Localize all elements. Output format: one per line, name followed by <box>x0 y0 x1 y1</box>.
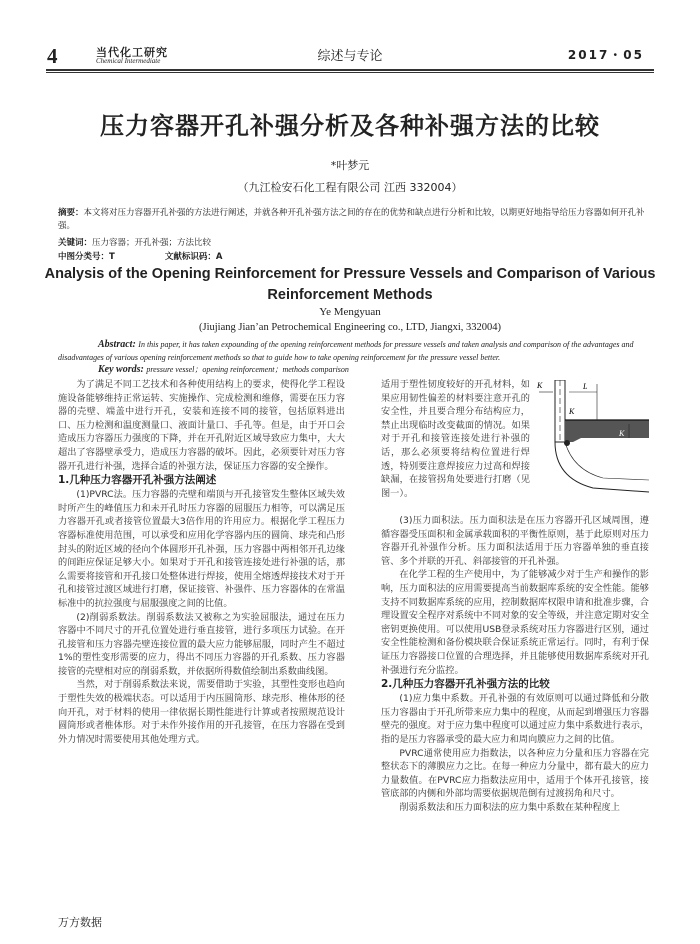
abstract-en: Abstract: In this paper, it has taken expounding of the opening reinforcement methods for pressure vessels and taken analysis and comparison of the advantages and disadvantages of various opening reinforcement methods so that to guide how to take opening reinforcement for the pressure vessel better. <box>58 339 634 362</box>
author-en: Ye Mengyuan <box>319 306 381 318</box>
keywords-en: Key words: pressure vessel；opening reinforcement；methods comparison <box>98 364 349 375</box>
paragraph-weakening-notes: 当然，对于削弱系数法来说，需要借助于实验，其塑性变形也趋向于塑性失效的极端状态。可以适用于内压圆筒形、球壳形、椎体形的径向开孔，对于材料的使用一律依据长期性能进行计算或者按照规范设计圆筒形或者椎体形。对于未作外接作用的开孔接管，在压力容器在受到外力情况时需要使用其他处理方式。 <box>58 679 345 745</box>
paragraph-pressure-area: (3)压力面积法。压力面积法是在压力容器开孔区域周围，遵循容器受压面积和金属承载面积的平衡性原则，基于此原则对压力容器开孔补强作分析。压力面积法适用于压力容器单独的垂直接管、多个并联的开孔、斜部接管的开孔补强。 <box>381 515 649 567</box>
paragraph-database: 在化学工程的生产使用中，为了能够减少对于生产和操作的影响，压力面积法的应用需要提高当前数据库系统的安全性能。能够支持不同数据库系统的应用，控制数据库权限申请和批准步骤，合理设置安全程序对系统中不同对象的安全等级，并注意定期对安全密钥更换使用。可以使用USB登录系统对压力容器进行区别，通过安全性能检测和备份模块联合保证系统正常运行。同时，有利于保证压力容器接口位置的合理选择，并且能够使用数据库系统对开孔补强进行充分监控。 <box>381 569 649 676</box>
page-number: 4 <box>47 44 58 68</box>
body-column-left <box>58 378 345 746</box>
figure-label-k2: K <box>569 407 575 416</box>
figure-label-k3: K <box>619 429 625 438</box>
keywords-cn <box>58 236 211 248</box>
footer-watermark: 万方数据 <box>58 916 102 929</box>
lower-profile <box>555 442 649 492</box>
paragraph-weakening-coefficient: (2)削弱系数法。削弱系数法又被称之为实验屈服法，通过在压力容器中不同尺寸的开孔位置处进行垂直接管，进行多项压力试验。在开孔接管和压力容器壳壁连接位置的最大应力能够屈服，同时产生不超过1%的塑性变形需要的应力，得出不同压力容器的开孔系数、压力容器接管的壳壁相对应的削弱系数，并依据所得数值绘制出系数曲线图。 <box>58 611 345 677</box>
journal-name-cn: 当代化工研究 <box>96 46 168 59</box>
header-rule-thin <box>46 72 654 73</box>
weld-bead <box>564 440 570 446</box>
class-value-cn: T <box>109 252 115 262</box>
intro-paragraph: 为了满足不同工艺技术和各种使用结构上的要求，使得化学工程设施设备能够维持正常运转、实施操作、完成检测和维修，需要在压力容器的壳壁、端盖中进行开孔，安装和连接不同的接管，包括原料进出口、压力检测和温度测量口、液面计量口、手孔等。但是，由于开口会造成压力容器压力强度的下降，并在开孔附近区域导致应力集中，大大超出了容器壁承受力，造成压力容器的破坏。因此，必须要针对压力容器开孔进行补强，选择合适的补强方法，保证压力容器的安全操作。 <box>58 379 345 472</box>
paragraph-pvrc: (1)PVRC法。压力容器的壳壁和端顶与开孔接管发生整体区域失效时所产生的峰值压力和未开孔时压力容器的屈服压力相等，可以满足压力容器开孔或者接管位置最大3倍作用的许用应力。根据化学工程压力容器标准使用范围，可以承受和应用化学容器内压的圆筒、球壳和凸形封头的附近区域的径向个体圆形开孔补强，压力容器中两相邻开孔边缘的间距应保证足够大小。如果对于开孔和接管连接处进行补强的话，那么需要将接管和开孔接口处整体进行焊接，使用全熔透焊接技术对于开孔和接管过渡区域进行打磨，保证接管、补强件、压力容器体的在常温标准中的抗拉强度与屈服强度之间的比值。 <box>58 489 345 609</box>
header-rule <box>46 69 654 71</box>
section-title: 综述与专论 <box>317 49 383 64</box>
journal-name-en: Chemical Intermediate <box>96 57 161 65</box>
paragraph-continued: 适用于塑性韧度较好的开孔材料，如果应用韧性偏差的材料要注意开孔的安全性，并且要合理分布结构应力，禁止出现临时改变截面的情况。如果对于开孔和接管连接处进行补强的话，那么必须要将结构位置进行焊透，特别要注意焊接应力过高和焊接缺漏，在接管拐角处要进行打磨（见图一）。 <box>381 379 530 499</box>
paragraph-pvrc-index: PVRC通常使用应力指数法，以各种应力分量和压力容器在完整状态下的薄膜应力之比。在每一种应力分量中，都有最大的应力力量数值。在PVRC应力指数法应用中，适用于个体开孔接管，接管底部的内侧和外部均需要依据规范倒有过渡拐角和尺寸。 <box>381 747 649 800</box>
shell-plate <box>565 420 649 442</box>
classification-line <box>58 250 222 262</box>
section-2-heading: 2.几种压力容器开孔补强方法的比较 <box>381 678 550 691</box>
keywords-text-cn: 压力容器；开孔补强；方法比较 <box>92 238 212 248</box>
class-label-cn: 中图分类号： <box>58 252 110 262</box>
body-column-right-top <box>381 378 530 500</box>
figure-label-k1: K <box>537 381 543 390</box>
abstract-text-cn: 本文将对压力容器开孔补强的方法进行阐述，并就各种开孔补强方法之间的存在的优势和缺点进行分析和比较，以期更好地指导给压力容器如何开孔补强。 <box>58 208 645 231</box>
inner-profile <box>565 442 649 480</box>
abstract-text-en: In this paper, it has taken expounding of the opening reinforcement methods for pressure vessels and taken analysis and comparison of the advantages and disadvantages of various opening reinforcement methods so that to guide how to take opening reinforcement for the pressure vessel better. <box>58 340 634 362</box>
abstract-label-en: Abstract <box>98 339 133 350</box>
figure-1-nozzle-diagram <box>533 380 649 498</box>
keywords-label-cn: 关键词： <box>58 238 93 248</box>
affiliation-cn: （九江检安石化工程有限公司 江西 332004） <box>237 181 463 194</box>
keywords-text-en: pressure vessel；opening reinforcement；methods comparison <box>146 365 349 374</box>
author-cn: *叶梦元 <box>330 159 370 172</box>
abstract-label-cn: 摘要： <box>58 208 84 218</box>
affiliation-en: (Jiujiang Jian’an Petrochemical Engineering co., LTD, Jiangxi, 332004) <box>199 322 501 333</box>
paragraph-stress-concentration: (1)应力集中系数。开孔补强的有效原则可以通过降低和分散压力容器由于开孔所带来应力集中的程度，从而起到增强压力容器壁壳的强度。对于应力集中程度可以通过应力集中系数进行表示，指的是压力容器承受的最大应力和周向膜应力之间的比值。 <box>381 693 649 745</box>
figure-label-l: L <box>583 382 588 391</box>
article-title-en: Analysis of the Opening Reinforcement for Pressure Vessels and Comparison of Various Reinforcement Methods <box>44 266 656 303</box>
paragraph-comparison: 削弱系数法和压力面积法的应力集中系数在某种程度上 <box>399 801 620 813</box>
doc-code-value-cn: A <box>215 252 223 262</box>
issue-number: 2017・05 <box>567 48 644 62</box>
section-1-heading: 1.几种压力容器开孔补强方法阐述 <box>58 474 217 487</box>
doc-code-label-cn: 文献标识码： <box>164 252 216 262</box>
keywords-label-en: Key words <box>98 364 141 375</box>
article-title-cn: 压力容器开孔补强分析及各种补强方法的比较 <box>100 112 600 140</box>
body-column-right <box>381 514 649 814</box>
abstract-cn <box>58 207 648 233</box>
